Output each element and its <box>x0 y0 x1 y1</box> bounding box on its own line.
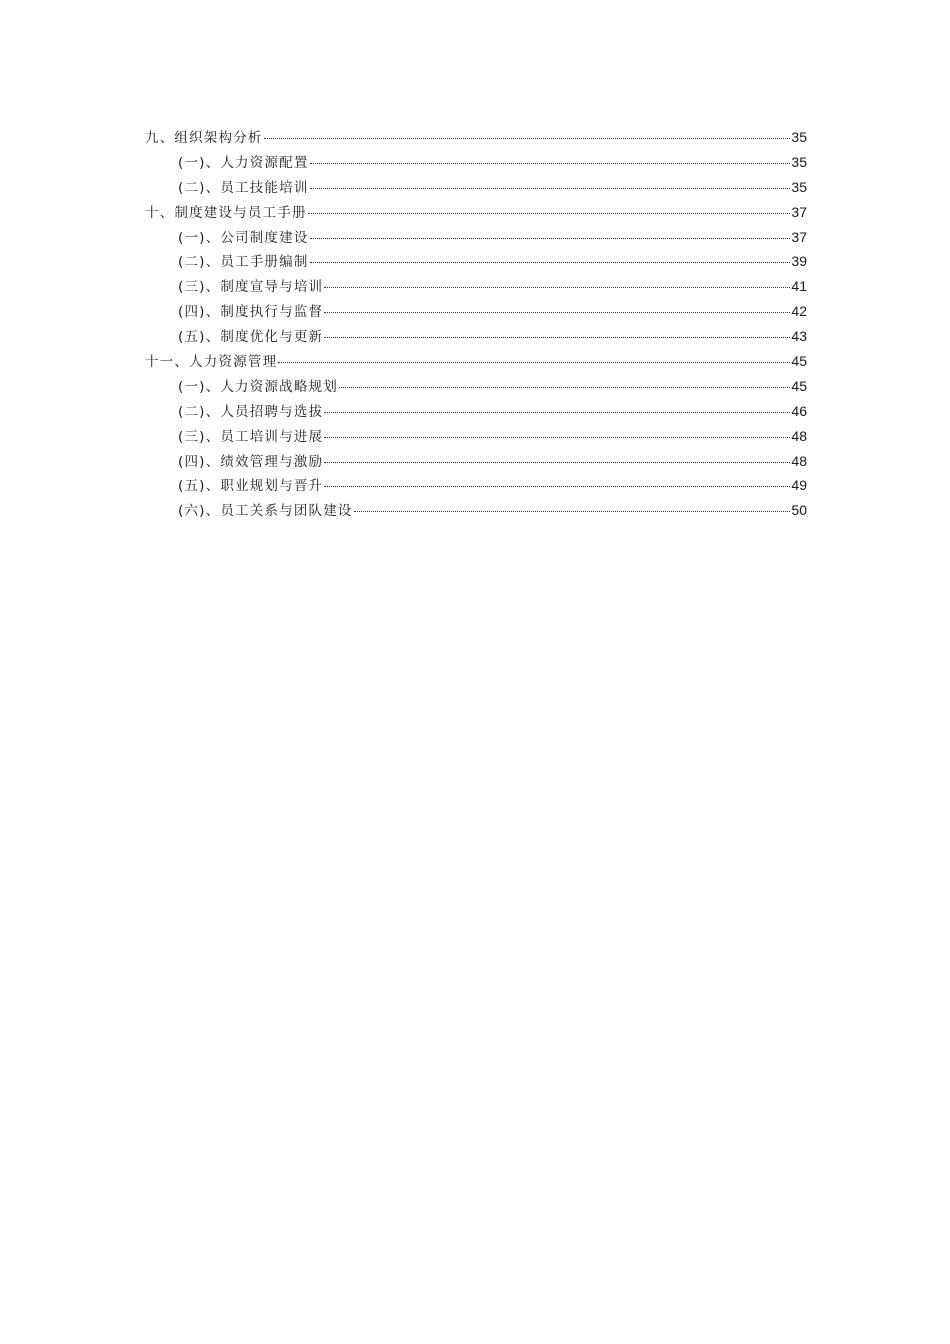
dot-leader <box>324 486 790 487</box>
dot-leader <box>324 287 790 288</box>
dot-leader <box>324 312 790 313</box>
dot-leader <box>339 387 790 388</box>
dot-leader <box>278 362 790 363</box>
toc-entry-section[interactable] <box>145 275 807 300</box>
toc-entry-chapter-10[interactable] <box>145 201 807 226</box>
toc-entry-page-number: 35 <box>791 178 807 195</box>
dot-leader <box>310 188 791 189</box>
toc-entry-title: (二)、人员招聘与选拔 <box>178 403 324 420</box>
toc-entry-page-number: 49 <box>791 477 807 494</box>
toc-entry-section[interactable] <box>145 151 807 176</box>
toc-entry-section[interactable] <box>145 375 807 400</box>
toc-entry-page-number: 42 <box>791 303 807 320</box>
dot-leader <box>310 262 791 263</box>
toc-entry-page-number: 35 <box>791 129 807 145</box>
toc-entry-section[interactable] <box>145 400 807 425</box>
dot-leader <box>324 337 790 338</box>
toc-entry-section[interactable] <box>145 226 807 251</box>
toc-entry-title: (二)、员工技能培训 <box>178 179 309 196</box>
toc-entry-page-number: 37 <box>791 203 807 220</box>
dot-leader <box>324 437 790 438</box>
toc-entry-section[interactable] <box>145 499 807 524</box>
toc-entry-page-number: 45 <box>791 353 807 370</box>
toc-entry-section[interactable] <box>145 425 807 450</box>
toc-entry-title: 九、组织架构分析 <box>145 130 263 146</box>
toc-entry-title: (五)、职业规划与晋升 <box>178 478 324 495</box>
toc-entry-title: (三)、员工培训与进展 <box>178 428 324 445</box>
toc-entry-chapter-9[interactable] <box>145 126 807 151</box>
toc-entry-section[interactable] <box>145 250 807 275</box>
toc-entry-page-number: 50 <box>791 502 807 519</box>
toc-entry-title: (六)、员工关系与团队建设 <box>178 503 353 520</box>
toc-entry-title: (四)、制度执行与监督 <box>178 304 324 321</box>
toc-entry-section[interactable] <box>145 176 807 201</box>
toc-entry-section[interactable] <box>145 450 807 475</box>
dot-leader <box>310 163 791 164</box>
toc-entry-page-number: 41 <box>791 278 807 295</box>
toc-entry-section[interactable] <box>145 300 807 325</box>
toc-entry-page-number: 39 <box>791 253 807 270</box>
toc-entry-title: (四)、绩效管理与激励 <box>178 453 324 470</box>
toc-entry-page-number: 48 <box>791 427 807 444</box>
toc-entry-section[interactable] <box>145 474 807 499</box>
toc-entry-page-number: 35 <box>791 153 807 170</box>
toc-entry-page-number: 45 <box>791 377 807 394</box>
toc-entry-title: (一)、人力资源战略规划 <box>178 378 338 395</box>
toc-entry-page-number: 46 <box>791 402 807 419</box>
toc-entry-page-number: 37 <box>791 228 807 245</box>
toc-entry-page-number: 43 <box>791 328 807 345</box>
table-of-contents <box>145 126 807 524</box>
toc-entry-section[interactable] <box>145 325 807 350</box>
toc-entry-title: 十、制度建设与员工手册 <box>145 204 307 221</box>
toc-entry-title: (一)、人力资源配置 <box>178 154 309 171</box>
toc-entry-chapter-11[interactable] <box>145 350 807 375</box>
dot-leader <box>354 511 791 512</box>
dot-leader <box>308 213 791 214</box>
toc-entry-title: (五)、制度优化与更新 <box>178 329 324 346</box>
toc-entry-title: (三)、制度宣导与培训 <box>178 279 324 296</box>
toc-entry-title: 十一、人力资源管理 <box>145 354 278 371</box>
toc-entry-title: (一)、公司制度建设 <box>178 229 309 246</box>
toc-entry-page-number: 48 <box>791 452 807 469</box>
toc-entry-title: (二)、员工手册编制 <box>178 254 309 271</box>
dot-leader <box>310 238 791 239</box>
dot-leader <box>324 412 790 413</box>
dot-leader <box>324 462 790 463</box>
dot-leader <box>264 138 791 139</box>
